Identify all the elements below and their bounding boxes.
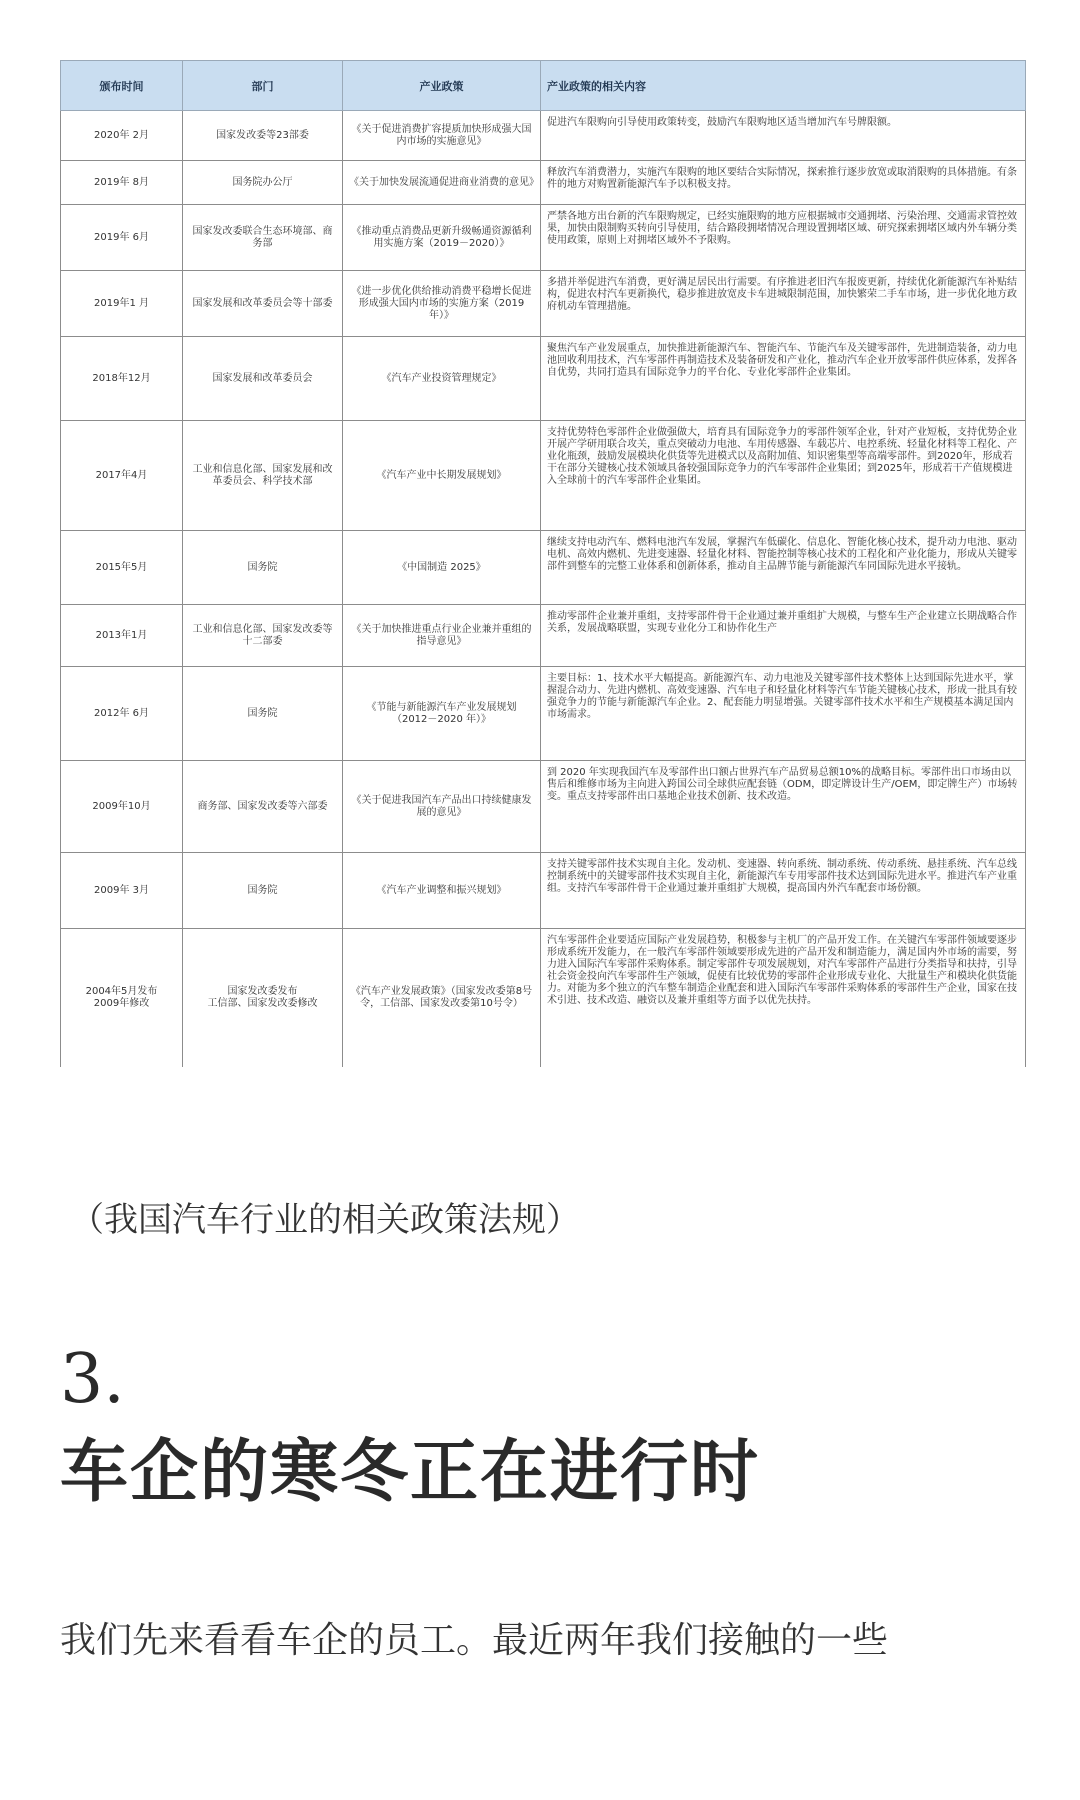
cell-department: 商务部、国家发改委等六部委 <box>183 761 343 853</box>
cell-policy: 《推动重点消费品更新升级畅通资源循利用实施方案（2019－2020）》 <box>343 205 541 271</box>
cell-policy: 《中国制造 2025》 <box>343 531 541 605</box>
cell-department: 国务院 <box>183 531 343 605</box>
cell-content: 继续支持电动汽车、燃料电池汽车发展，掌握汽车低碳化、信息化、智能化核心技术，提升动力电池、驱动电机、高效内燃机、先进变速器、轻量化材料、智能控制等核心技术的工程化和产业化能力，形成从关键零部件到整车的完整工业体系和创新体系，推动自主品牌节能与新能源汽车同国际先进水平接轨。 <box>541 531 1026 605</box>
table-header-row <box>61 61 1026 111</box>
cell-policy: 《汽车产业投资管理规定》 <box>343 337 541 421</box>
policy-table-container <box>60 60 1025 1067</box>
table-row <box>61 531 1026 605</box>
cell-policy: 《关于促进我国汽车产品出口持续健康发展的意见》 <box>343 761 541 853</box>
cell-date: 2019年1 月 <box>61 271 183 337</box>
policy-table <box>60 60 1026 1067</box>
table-row <box>61 271 1026 337</box>
cell-department: 工业和信息化部、国家发改委等十二部委 <box>183 605 343 667</box>
cell-date: 2004年5月发布 2009年修改 <box>61 929 183 1067</box>
cell-department: 工业和信息化部、国家发展和改革委员会、科学技术部 <box>183 421 343 531</box>
cell-department: 国务院办公厅 <box>183 161 343 205</box>
body-paragraph: 我们先来看看车企的员工。最近两年我们接触的一些 <box>60 1620 889 1661</box>
cell-policy: 《关于促进消费扩容提质加快形成强大国内市场的实施意见》 <box>343 111 541 161</box>
cell-department: 国务院 <box>183 667 343 761</box>
cell-date: 2019年 6月 <box>61 205 183 271</box>
cell-date: 2020年 2月 <box>61 111 183 161</box>
section-title: 车企的寒冬正在进行时 <box>60 1432 761 1512</box>
cell-policy: 《汽车产业调整和振兴规划》 <box>343 853 541 929</box>
table-row <box>61 929 1026 1067</box>
cell-content: 聚焦汽车产业发展重点，加快推进新能源汽车、智能汽车、节能汽车及关键零部件，先进制造装备，动力电池回收利用技术，汽车零部件再制造技术及装备研发和产业化，推动汽车企业开放零部件供应体系，发挥各自优势，共同打造具有国际竞争力的平台化、专业化零部件企业集团。 <box>541 337 1026 421</box>
cell-policy: 《节能与新能源汽车产业发展规划（2012－2020 年）》 <box>343 667 541 761</box>
table-row <box>61 161 1026 205</box>
table-row <box>61 605 1026 667</box>
cell-content: 推动零部件企业兼并重组，支持零部件骨干企业通过兼并重组扩大规模，与整车生产企业建立长期战略合作关系，发展战略联盟，实现专业化分工和协作化生产 <box>541 605 1026 667</box>
header-content: 产业政策的相关内容 <box>541 61 1026 111</box>
table-body <box>61 111 1026 1067</box>
header-date: 颁布时间 <box>61 61 183 111</box>
section-number: 3. <box>60 1340 125 1419</box>
cell-policy: 《关于加快推进重点行业企业兼并重组的指导意见》 <box>343 605 541 667</box>
cell-content: 到 2020 年实现我国汽车及零部件出口额占世界汽车产品贸易总额10%的战略目标。零部件出口市场由以售后和维修市场为主向进入跨国公司全球供应配套链（ODM，即定牌设计生产/OEM，即定牌生产）市场转变。重点支持零部件出口基地企业技术创新、技术改造。 <box>541 761 1026 853</box>
cell-content: 多措并举促进汽车消费，更好满足居民出行需要。有序推进老旧汽车报废更新，持续优化新能源汽车补贴结构，促进农村汽车更新换代，稳步推进放宽皮卡车进城限制范围，加快繁荣二手车市场，进一步优化地方政府机动车管理措施。 <box>541 271 1026 337</box>
cell-department: 国务院 <box>183 853 343 929</box>
cell-date: 2009年 3月 <box>61 853 183 929</box>
cell-date: 2013年1月 <box>61 605 183 667</box>
table-row <box>61 761 1026 853</box>
cell-policy: 《汽车产业发展政策》（国家发改委第8号令，工信部、国家发改委第10号令） <box>343 929 541 1067</box>
table-row <box>61 667 1026 761</box>
table-row <box>61 421 1026 531</box>
cell-department: 国家发改委发布 工信部、国家发改委修改 <box>183 929 343 1067</box>
table-row <box>61 853 1026 929</box>
table-row <box>61 205 1026 271</box>
table-row <box>61 337 1026 421</box>
table-row <box>61 111 1026 161</box>
table-caption: （我国汽车行业的相关政策法规） <box>70 1200 580 1240</box>
cell-date: 2019年 8月 <box>61 161 183 205</box>
cell-content: 严禁各地方出台新的汽车限购规定，已经实施限购的地方应根据城市交通拥堵、污染治理、交通需求管控效果，加快由限制购买转向引导使用，结合路段拥堵情况合理设置拥堵区域、研究探索拥堵区域内外车辆分类使用政策，原则上对拥堵区域外不予限购。 <box>541 205 1026 271</box>
cell-content: 主要目标：1、技术水平大幅提高。新能源汽车、动力电池及关键零部件技术整体上达到国际先进水平，掌握混合动力、先进内燃机、高效变速器、汽车电子和轻量化材料等汽车节能关键核心技术，形成一批具有较强竞争力的节能与新能源汽车企业。2、配套能力明显增强。关键零部件技术水平和生产规模基本满足国内市场需求。 <box>541 667 1026 761</box>
cell-date: 2018年12月 <box>61 337 183 421</box>
cell-policy: 《进一步优化供给推动消费平稳增长促进形成强大国内市场的实施方案（2019 年）》 <box>343 271 541 337</box>
cell-content: 支持关键零部件技术实现自主化。发动机、变速器、转向系统、制动系统、传动系统、悬挂系统、汽车总线控制系统中的关键零部件技术实现自主化，新能源汽车专用零部件技术达到国际先进水平。推进汽车产业重组。支持汽车零部件骨干企业通过兼并重组扩大规模，提高国内外汽车配套市场份额。 <box>541 853 1026 929</box>
cell-content: 汽车零部件企业要适应国际产业发展趋势，积极参与主机厂的产品开发工作。在关键汽车零部件领域要逐步形成系统开发能力，在一般汽车零部件领域要形成先进的产品开发和制造能力，满足国内外市场的需要，努力进入国际汽车零部件采购体系。制定零部件专项发展规划，对汽车零部件产品进行分类指导和扶持，引导社会资金投向汽车零部件生产领域，促使有比较优势的零部件企业形成专业化、大批量生产和模块化供货能力。对能为多个独立的汽车整车制造企业配套和进入国际汽车零部件采购体系的零部件生产企业，国家在技术引进、技术改造、融资以及兼并重组等方面予以优先扶持。 <box>541 929 1026 1067</box>
cell-department: 国家发改委等23部委 <box>183 111 343 161</box>
cell-department: 国家发展和改革委员会 <box>183 337 343 421</box>
cell-date: 2017年4月 <box>61 421 183 531</box>
cell-policy: 《汽车产业中长期发展规划》 <box>343 421 541 531</box>
cell-content: 支持优势特色零部件企业做强做大，培育具有国际竞争力的零部件领军企业，针对产业短板，支持优势企业开展产学研用联合攻关，重点突破动力电池、车用传感器、车载芯片、电控系统、轻量化材料等工程化、产业化瓶颈，鼓励发展模块化供货等先进模式以及高附加值、知识密集型等高端零部件。到2020年，形成若干在部分关键核心技术领域具备较强国际竞争力的汽车零部件企业集团；到2025年，形成若干产值规模进入全球前十的汽车零部件企业集团。 <box>541 421 1026 531</box>
cell-content: 释放汽车消费潜力，实施汽车限购的地区要结合实际情况，探索推行逐步放宽或取消限购的具体措施。有条件的地方对购置新能源汽车予以积极支持。 <box>541 161 1026 205</box>
header-department: 部门 <box>183 61 343 111</box>
cell-policy: 《关于加快发展流通促进商业消费的意见》 <box>343 161 541 205</box>
cell-date: 2015年5月 <box>61 531 183 605</box>
cell-date: 2012年 6月 <box>61 667 183 761</box>
cell-department: 国家发改委联合生态环境部、商务部 <box>183 205 343 271</box>
header-policy: 产业政策 <box>343 61 541 111</box>
cell-department: 国家发展和改革委员会等十部委 <box>183 271 343 337</box>
cell-content: 促进汽车限购向引导使用政策转变，鼓励汽车限购地区适当增加汽车号牌限额。 <box>541 111 1026 161</box>
cell-date: 2009年10月 <box>61 761 183 853</box>
